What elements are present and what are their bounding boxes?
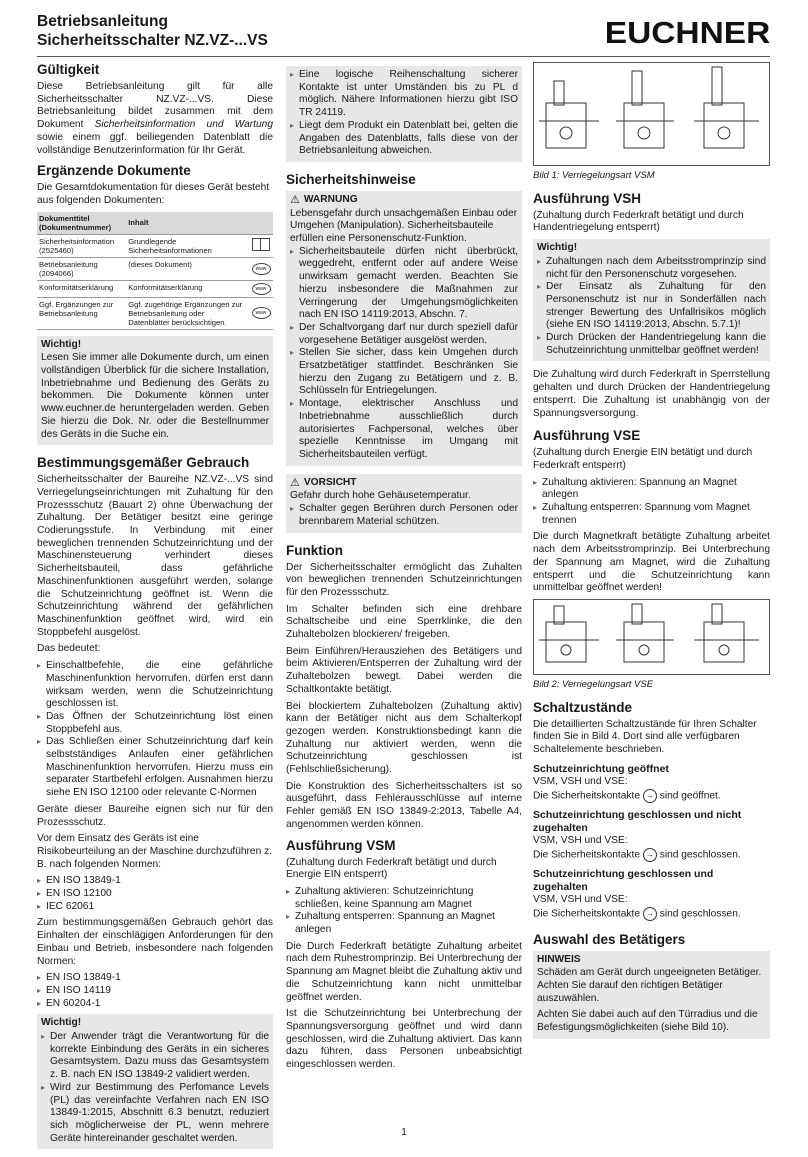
book-icon bbox=[252, 238, 270, 251]
list-item: ▸ Einschaltbefehle, die eine gefährliche Maschinenfunktion hervorrufen, dürfen erst dann wirksam werden, wenn die Schutzeinrichtung geschlossen ist. bbox=[37, 660, 273, 711]
list-item: ▸ Sicherheitsbauteile dürfen nicht überbrückt, weggedreht, entfernt oder auf andere Weise unwirksam gemacht werden. Beachten Sie hierzu insbesondere die Maßnahmen zur Verringerung der Umgehungsmöglichkeiten nach EN ISO 14119:2013, Abschn. 7. bbox=[290, 246, 518, 322]
vse-p1: Die durch Magnetkraft betätigte Zuhaltung arbeitet nach dem Arbeitsstromprinzip. Bei Unterbrechung der Spannung am Magnet, wird die Zuhaltung entsperrt und die Schutzeinrichtung kann unmittelbar geöffnet werden! bbox=[533, 531, 770, 594]
www-icon: www bbox=[252, 283, 271, 295]
www-icon: www bbox=[252, 263, 271, 275]
list-item: ▸ Der Anwender trägt die Verantwortung für die korrekte Einbindung des Geräts in ein sicheres Gesamtsystem. Dazu muss das Gesamtsystem z. B. nach EN ISO 13849-2 validiert werden. bbox=[41, 1031, 269, 1082]
list-item: ▸ Montage, elektrischer Anschluss und Inbetriebnahme ausschließlich durch autorisiertes Fachpersonal, welches über spezielle Kenntnisse im Umgang mit Sicherheitsbauteilen verfügt. bbox=[290, 398, 518, 462]
list-item: ▸ EN ISO 13849-1 bbox=[37, 875, 273, 888]
list-item: ▸ Durch Drücken der Handentriegelung kann die Schutzeinrichtung unmittelbar geöffnet werden! bbox=[537, 332, 766, 357]
euchner-logo: EUCHNER bbox=[604, 15, 770, 50]
vsh-subtitle: (Zuhaltung durch Federkraft betätigt und durch Handentriegelung entsperrt) bbox=[533, 209, 744, 234]
col-title-header: Dokumenttitel (Dokumentnummer) bbox=[37, 212, 126, 235]
heading-sicherheit: Sicherheitshinweise bbox=[286, 171, 416, 187]
note-continued bbox=[286, 66, 522, 162]
state-line: VSM, VSH und VSE: bbox=[533, 835, 628, 847]
table-row: Betriebsanleitung (2094066) (dieses Dokument) www bbox=[37, 257, 273, 280]
vsm-subtitle: (Zuhaltung durch Federkraft betätigt und durch Energie EIN entsperrt) bbox=[286, 856, 497, 881]
notice-box: HINWEIS Schäden am Gerät durch ungeeigneten Betätiger. Achten Sie darauf den richtigen Betätiger auszuwählen. Achten Sie dabei auch auf den Türradius und die Befestigungsmöglichkeiten (siehe Bild 10). bbox=[533, 951, 770, 1039]
state-title: Schutzeinrichtung geschlossen und nicht zugehalten bbox=[533, 809, 742, 834]
list-item: ▸ EN 60204-1 bbox=[37, 998, 273, 1011]
ergaenzend-intro: Die Gesamtdokumentation für dieses Gerät besteht aus folgenden Dokumenten: bbox=[37, 182, 270, 206]
caution-box: ⚠ VORSICHT Gefahr durch hohe Gehäusetemperatur. ▸ Schalter gegen Berühren durch Personen oder brennbarem Material schützen. bbox=[286, 474, 522, 533]
funktion-p1: Der Sicherheitsschalter ermöglicht das Zuhalten von beweglichen trennenden Schutzeinrichtungen für den Prozessschutz. bbox=[286, 561, 522, 598]
list-item: ▸ IEC 62061 bbox=[37, 901, 273, 914]
mechanism-illustration-vsm bbox=[534, 63, 769, 163]
important-note-vsh: Wichtig! ▸ Zuhaltungen nach dem Arbeitsstromprinzip sind nicht für den Personenschutz vorgesehen. ▸ Der Einsatz als Zuhaltung für den Personenschutz ist nur in Sonderfällen nach strenger Bewertung des Unfallrisikos möglich (siehe EN ISO 14119:2013, Abschn. 5.7.1)! ▸ Durch Drücken der Handentriegelung kann die Schutzeinrichtung unmittelbar geöffnet werden! bbox=[533, 239, 770, 361]
bestimmung-p4: Vor dem Einsatz des Geräts ist eine Risikobeurteilung an der Maschine durchzuführen z. B. nach folgenden Normen: bbox=[37, 833, 273, 870]
heading-ergaenzend: Ergänzende Dokumente bbox=[37, 163, 191, 179]
table-row: Konformitätserklärung Konformitätserklärung www bbox=[37, 280, 273, 297]
document-title bbox=[37, 12, 268, 50]
heading-schaltzustaende: Schaltzustände bbox=[533, 699, 633, 715]
list-item: ▸ EN ISO 13849-1 bbox=[37, 972, 273, 985]
heading-gueltigkeit: Gültigkeit bbox=[37, 62, 100, 77]
title-line-2: Sicherheitsschalter NZ.VZ-...VS bbox=[37, 32, 268, 49]
warning-triangle-icon: ⚠ bbox=[290, 193, 300, 206]
state-line: Die Sicherheitskontakte → sind geöffnet. bbox=[533, 790, 721, 802]
bestimmung-p3: Geräte dieser Baureihe eignen sich nur für den Prozessschutz. bbox=[37, 803, 273, 828]
heading-bestimmung: Bestimmungsgemäßer Gebrauch bbox=[37, 455, 250, 471]
heading-vse: Ausführung VSE bbox=[533, 428, 641, 444]
list-item: ▸ Zuhaltungen nach dem Arbeitsstromprinzip sind nicht für den Personenschutz vorgesehen. bbox=[537, 256, 766, 281]
vsm-list bbox=[286, 886, 522, 937]
figure-vse-diagram bbox=[533, 599, 770, 675]
important-note-usage: Wichtig! ▸ Der Anwender trägt die Verantwortung für die korrekte Einbindung des Geräts in ein sicheres Gesamtsystem. Dazu muss das Gesamtsystem z. B. nach EN ISO 13849-2 validiert werden. ▸ Wird zur Bestimmung des Perfomance Levels (PL) das vereinfachte Verfahren nach EN ISO 13849-1:2015, Abschnitt 6.3 benutzt, reduziert sich möglicherweise der PL, wenn mehrere Geräte hintereinander geschaltet werden. bbox=[37, 1014, 273, 1149]
heading-auswahl: Auswahl des Betätigers bbox=[533, 931, 686, 947]
gueltigkeit-text: Diese Betriebsanleitung gilt für alle Sicherheitsschalter NZ.VZ-...VS. Diese Betriebsanleitung bildet zusammen mit dem Dokument Sicherheitsinformation und Wartung sowie einem ggf. beiliegenden Datenblatt die vollständige Benutzerinformation für Ihr Gerät. bbox=[37, 81, 273, 156]
bestimmung-list-1 bbox=[37, 660, 273, 800]
list-item: ▸ Schalter gegen Berühren durch Personen oder brennbarem Material schützen. bbox=[290, 503, 518, 528]
list-item: ▸ EN ISO 12100 bbox=[37, 888, 273, 901]
heading-funktion: Funktion bbox=[286, 542, 343, 558]
vsh-p1: Die Zuhaltung wird durch Federkraft in Sperrstellung gehalten und durch Drücken der Handentriegelung entsperrt. Die Zuhaltung ist unabhängig von der Spannungsversorgung. bbox=[533, 369, 770, 419]
list-item: ▸ Das Öffnen der Schutzeinrichtung löst einen Stoppbefehl aus. bbox=[37, 711, 273, 736]
bestimmung-list-3 bbox=[37, 972, 273, 1010]
contact-arrow-icon: → bbox=[643, 789, 657, 803]
warning-box: ⚠ WARNUNG Lebensgefahr durch unsachgemäßen Einbau oder Umgehen (Manipulation). Sicherheitsbauteile erfüllen eine Personenschutz-Funktion. ▸ Sicherheitsbauteile dürfen nicht überbrückt, weggedreht, entfernt oder auf andere Weise unwirksam gemacht werden. Beachten Sie hierzu insbesondere die Maßnahmen zur Verringerung der Umgehungsmöglichkeiten nach EN ISO 14119:2013, Abschn. 7. ▸ Der Schaltvorgang darf nur durch speziell dafür vorgesehene Betätiger ausgelöst werden. ▸ Stellen Sie sicher, dass kein Umgehen durch Ersatzbetätiger stattfindet. Beschränken Sie hierzu den Zugang zu Betätigern und z. B. Schlüsseln für Entriegelungen. ▸ Montage, elektrischer Anschluss und Inbetriebnahme ausschließlich durch autorisiertes Fachpersonal, welches über spezielle Kenntnisse im Umgang mit Sicherheitsbauteilen verfügt. bbox=[286, 191, 522, 466]
column-1 bbox=[37, 62, 273, 1157]
table-row: Ggf. Ergänzungen zur Betriebsanleitung Ggf. zugehörige Ergänzungen zur Betriebsanleitung oder Datenblätter berücksichtigen. www bbox=[37, 297, 273, 329]
funktion-p4: Bei blockiertem Zuhaltebolzen (Zuhaltung aktiv) kann der Betätiger nicht aus dem Schalterkopf gezogen werden. Konstruktionsbedingt kann die Zuhaltung nur aktiviert werden, wenn die Schutzeinrichtung geschlossen ist (Fehlschließsicherung). bbox=[286, 700, 522, 776]
header-divider bbox=[37, 56, 770, 57]
list-item: ▸ Zuhaltung aktivieren: Spannung an Magnet anlegen bbox=[533, 477, 770, 502]
state-title: Schutzeinrichtung geöffnet bbox=[533, 762, 669, 775]
warning-triangle-icon: ⚠ bbox=[290, 476, 300, 489]
figure-vsm-diagram bbox=[533, 62, 770, 166]
column-3 bbox=[533, 62, 770, 1047]
schalt-intro: Die detaillierten Schaltzustände für Ihren Schalter finden Sie in Bild 4. Dort sind alle verfügbaren Schaltelemente beschrieben. bbox=[533, 718, 757, 756]
funktion-p2: Im Schalter befinden sich eine drehbare Schaltscheibe und eine Sperrklinke, die den Zuhaltebolzen blockieren/ freigeben. bbox=[286, 603, 522, 641]
list-item: ▸ Eine logische Reihenschaltung sicherer Kontakte ist unter Umständen bis zu PL d möglich. Nähere Informationen hierzu gibt ISO TR 24119. bbox=[290, 69, 518, 120]
list-item: ▸ Das Schließen einer Schutzeinrichtung darf kein selbstständiges Anlaufen einer gefährlichen Maschinenfunktion hervorrufen. Hierzu muss ein separater Startbefehl erfolgen. Ausnahmen hierzu siehe EN ISO 12100 oder relevante C-Normen bbox=[37, 736, 273, 800]
table-row: Sicherheitsinformation (2525460) Grundlegende Sicherheitsinformationen bbox=[37, 234, 273, 257]
www-icon: www bbox=[252, 307, 271, 319]
bestimmung-p1: Sicherheitsschalter der Baureihe NZ.VZ-...VS sind Verriegelungseinrichtungen mit Zuhaltung für den Prozessschutz (Bauart 2) ohne Überwachung der Zuhaltung. Der Betätiger besitzt eine geringe Codierungsstufe. In Verbindung mit einer beweglichen trennenden Schutzeinrichtung und der Maschinensteuerung verhindert dieses Sicherheitsbauteil, dass gefährliche Maschinenfunktionen ausgeführt werden, solange die Schutzeinrichtung geöffnet ist. Wenn die Schutzeinrichtung während der gefährlichen Maschinenfunktion geöffnet wird, wird ein Stoppbefehl ausgelöst. bbox=[37, 474, 273, 638]
state-line: VSM, VSH und VSE: bbox=[533, 776, 628, 788]
list-item: ▸ Zuhaltung aktivieren: Schutzeinrichtung schließen, keine Spannung am Magnet bbox=[286, 886, 522, 911]
column-2 bbox=[286, 62, 522, 1076]
mechanism-illustration-vse bbox=[534, 600, 769, 672]
vsm-p2: Ist die Schutzeinrichtung bei Unterbrechung der Spannungsversorgung geöffnet und wird dann geschlossen, wird die Zuhaltung aktiviert. Das kann dazu führen, dass Personen unbeabsichtigt eingeschlossen werden. bbox=[286, 1008, 522, 1071]
list-item: ▸ Wird zur Bestimmung des Perfomance Levels (PL) das vereinfachte Verfahren nach EN ISO 13849-1:2015, Abschnitt 6.3 benutzt, reduziert sich möglicherweise der PL, wenn mehrere Geräte hintereinander geschaltet werden. bbox=[41, 1082, 269, 1146]
list-item: ▸ Zuhaltung entsperren: Spannung an Magnet anlegen bbox=[286, 911, 522, 936]
figure-1-caption: Bild 1: Verriegelungsart VSM bbox=[533, 170, 655, 181]
documents-table bbox=[37, 212, 273, 330]
vsm-p1: Die Durch Federkraft betätigte Zuhaltung arbeitet nach dem Ruhestromprinzip. Bei Unterbrechung der Spannung am Magnet bleibt die Zuhaltung aktiv und die Schutzeinrichtung kann nicht unmittelbar geöffnet werden. bbox=[286, 940, 522, 1003]
bestimmung-p2: Das bedeutet: bbox=[37, 643, 101, 655]
list-item: ▸ Der Schaltvorgang darf nur durch speziell dafür vorgesehene Betätiger ausgelöst werden. bbox=[290, 322, 518, 347]
funktion-p3: Beim Einführen/Herausziehen des Betätigers und beim Aktivieren/Entsperren der Zuhaltung wird der Zuhaltebolzen bewegt. Dabei werden die Schaltkontakte betätigt. bbox=[286, 645, 522, 695]
title-line-1: Betriebsanleitung bbox=[37, 13, 168, 30]
list-item: ▸ EN ISO 14119 bbox=[37, 985, 273, 998]
bestimmung-p5: Zum bestimmungsgemäßen Gebrauch gehört das Einhalten der einschlägigen Anforderungen für den Einbau und Betrieb, insbesondere nach folgenden Normen: bbox=[37, 917, 273, 967]
heading-vsh: Ausführung VSH bbox=[533, 190, 641, 206]
contact-arrow-icon: → bbox=[643, 848, 657, 862]
list-item: ▸ Zuhaltung entsperren: Spannung vom Magnet trennen bbox=[533, 502, 770, 527]
list-item: ▸ Der Einsatz als Zuhaltung für den Personenschutz ist nur in Sonderfällen nach strenger Bewertung des Unfallrisikos möglich (siehe EN ISO 14119:2013, Abschn. 5.7.1)! bbox=[537, 281, 766, 332]
state-line: Die Sicherheitskontakte → sind geschlossen. bbox=[533, 908, 741, 920]
state-line: Die Sicherheitskontakte → sind geschlossen. bbox=[533, 849, 741, 861]
heading-vsm: Ausführung VSM bbox=[286, 837, 396, 853]
state-line: VSM, VSH und VSE: bbox=[533, 894, 628, 906]
figure-2-caption: Bild 2: Verriegelungsart VSE bbox=[533, 678, 654, 690]
bestimmung-list-2 bbox=[37, 875, 273, 913]
page-number: 1 bbox=[401, 1127, 407, 1138]
list-item: ▸ Liegt dem Produkt ein Datenblatt bei, gelten die Angaben des Datenblatts, falls diese von der Betriebsanleitung abweichen. bbox=[290, 120, 518, 158]
list-item: ▸ Stellen Sie sicher, dass kein Umgehen durch Ersatzbetätiger stattfindet. Beschränken Sie hierzu den Zugang zu Betätigern und z. B. Schlüsseln für Entriegelungen. bbox=[290, 347, 518, 398]
vse-subtitle: (Zuhaltung durch Energie EIN betätigt und durch Federkraft entsperrt) bbox=[533, 447, 753, 471]
contact-arrow-icon: → bbox=[643, 907, 657, 921]
vse-list bbox=[533, 477, 770, 528]
col-content-header: Inhalt bbox=[126, 212, 273, 235]
state-title: Schutzeinrichtung geschlossen und zugehalten bbox=[533, 868, 714, 893]
funktion-p5: Die Konstruktion des Sicherheitsschalters ist so ausgeführt, dass Fehlerausschlüsse auf interne Fehler gemäß EN ISO 13849-2:2013, Tabelle A4, angenommen werden können. bbox=[286, 780, 522, 830]
important-note-documents: Wichtig! Lesen Sie immer alle Dokumente durch, um einen vollständigen Überblick für die sichere Installation, Inbetriebnahme und Bedienung des Geräts zu bekommen. Die Dokumente können unter www.euchner.de heruntergeladen werden. Geben Sie hierzu die Dok. Nr. oder die Bestellnummer des Geräts in die Suche ein. bbox=[37, 336, 273, 446]
